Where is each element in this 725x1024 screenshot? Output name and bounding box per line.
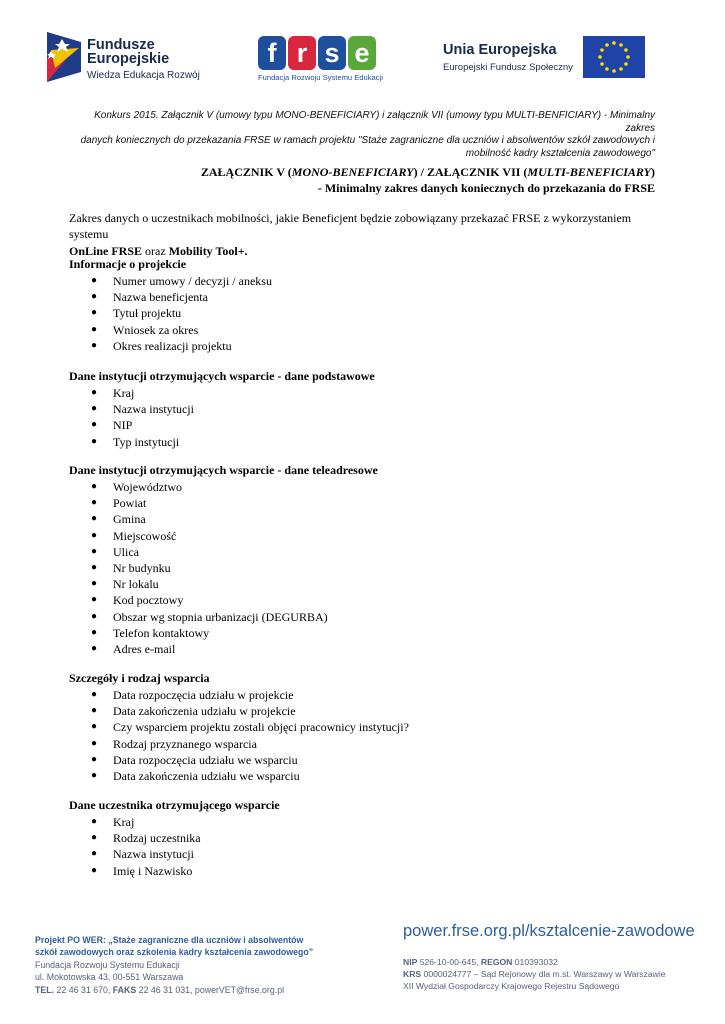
bullet-icon: ● xyxy=(91,816,98,827)
list-item-text: Tytuł projektu xyxy=(113,306,182,321)
frse-letter-r: r xyxy=(288,36,316,70)
list-item xyxy=(69,830,669,846)
bullet-icon: ● xyxy=(91,705,98,717)
footer-nip: 526-10-00-645, xyxy=(417,957,481,967)
section-dane-teleadresowe xyxy=(69,462,669,657)
list-item xyxy=(69,609,669,625)
title-line2: - Minimalny zakres danych koniecznych do przekazania do FRSE xyxy=(317,181,655,195)
list-item xyxy=(69,338,669,354)
list-item-text: Nazwa beneficjenta xyxy=(113,290,208,305)
bullet-icon: ● xyxy=(91,419,98,431)
bullet-icon: ● xyxy=(91,545,98,557)
frse-letters xyxy=(258,36,376,70)
contest-note-line1: Konkurs 2015. Załącznik V (umowy typu MONO-BENEFICIARY) i załącznik VII (umowy typu MULTI-BENFICIARY) - Minimalny zakres xyxy=(94,110,655,134)
title-mono: MONO-BENEFICIARY xyxy=(291,165,414,179)
footer-krs xyxy=(403,968,703,980)
footer-address: ul. Mokotowska 43, 00-551 Warszawa xyxy=(35,972,184,983)
bullet-icon: ● xyxy=(91,832,98,844)
contest-note xyxy=(70,110,655,160)
list-item-text: Nr budynku xyxy=(113,560,171,575)
bullet-icon: ● xyxy=(91,848,98,860)
frse-caption: Fundacja Rozwoju Systemu Edukacji xyxy=(258,73,383,82)
list-item-text: Gmina xyxy=(113,512,146,527)
footer-court: XII Wydział Gospodarczy Krajowego Rejestru Sądowego xyxy=(403,981,620,992)
list-item xyxy=(69,273,669,289)
list-item-text: Typ instytucji xyxy=(113,434,180,449)
footer-krs-text: 0000024777 – Sąd Rejonowy dla m.st. Warszawy w Warszawie xyxy=(421,969,666,980)
list-item xyxy=(69,846,669,862)
section-list xyxy=(69,687,669,784)
frse-letter-s: s xyxy=(318,36,346,70)
footer-tel: 22 46 31 670, xyxy=(54,984,113,995)
bullet-icon: ● xyxy=(91,642,98,654)
list-item-text: Wniosek za okres xyxy=(113,322,199,337)
list-item-text: Nr lokalu xyxy=(113,577,159,592)
footer-nip-label: NIP xyxy=(403,957,418,967)
title-part3: ) xyxy=(651,165,655,179)
frse-logo xyxy=(255,36,390,86)
bullet-icon: ● xyxy=(91,339,98,351)
list-item xyxy=(69,719,669,735)
list-item xyxy=(69,592,669,608)
list-item xyxy=(69,417,669,433)
intro-text2: oraz xyxy=(142,243,169,258)
list-item xyxy=(69,479,669,495)
list-item xyxy=(69,703,669,719)
list-item xyxy=(69,687,669,703)
fundusze-title-line2: Europejskie xyxy=(87,51,170,67)
section-informacje-o-projekcie xyxy=(69,256,669,354)
list-item xyxy=(69,863,669,879)
bullet-icon: ● xyxy=(91,513,98,525)
title-part2: ) / ZAŁĄCZNIK VII ( xyxy=(413,165,528,179)
list-item-text: Miejscowość xyxy=(113,528,177,543)
bullet-icon: ● xyxy=(91,561,98,573)
list-item xyxy=(69,814,669,830)
fundusze-title-line1: Fundusze xyxy=(87,37,155,53)
footer-regon: 010393032 xyxy=(512,957,558,967)
bullet-icon: ● xyxy=(91,435,98,447)
bullet-icon: ● xyxy=(91,753,98,765)
bullet-icon: ● xyxy=(91,721,98,733)
section-list xyxy=(69,479,669,657)
title-multi: MULTI-BENEFICIARY xyxy=(527,165,651,179)
list-item xyxy=(69,434,669,450)
list-item-text: Powiat xyxy=(113,496,147,511)
footer-project-info xyxy=(35,934,365,996)
section-szczegoly-wsparcia xyxy=(69,670,669,784)
list-item xyxy=(69,625,669,641)
list-item xyxy=(69,495,669,511)
section-dane-uczestnika xyxy=(69,797,669,879)
fundusze-tagline: Wiedza Edukacja Rozwój xyxy=(87,70,200,81)
footer-contact xyxy=(35,984,365,996)
fundusze-europejskie-logo xyxy=(45,28,215,88)
list-item-text: Data rozpoczęcia udziału we wsparciu xyxy=(113,752,298,767)
section-list xyxy=(69,814,669,879)
bullet-icon: ● xyxy=(91,275,98,286)
footer-org: Fundacja Rozwoju Systemu Edukacji xyxy=(35,959,180,970)
list-item-text: Województwo xyxy=(113,480,183,494)
bullet-icon: ● xyxy=(91,737,98,749)
list-item-text: Imię i Nazwisko xyxy=(113,863,193,878)
footer-regon-label: REGON xyxy=(480,957,513,967)
bullet-icon: ● xyxy=(91,864,98,876)
intro-paragraph xyxy=(69,210,669,259)
contest-note-line3: mobilność kadry kształcenia zawodowego" xyxy=(465,147,655,159)
list-item-text: Kod pocztowy xyxy=(113,593,184,608)
list-item xyxy=(69,511,669,527)
bullet-icon: ● xyxy=(91,578,98,590)
list-item xyxy=(69,641,669,657)
list-item-text: Nazwa instytucji xyxy=(113,847,194,862)
frse-letter-e: e xyxy=(348,36,376,70)
bullet-icon: ● xyxy=(91,529,98,541)
list-item-text: Numer umowy / decyzji / aneksu xyxy=(113,274,272,288)
bullet-icon: ● xyxy=(91,307,98,319)
bullet-icon: ● xyxy=(91,610,98,622)
list-item xyxy=(69,752,669,768)
list-item-text: Data zakończenia udziału we wsparciu xyxy=(113,768,300,783)
list-item-text: NIP xyxy=(113,418,133,433)
list-item xyxy=(69,544,669,560)
footer-project-line1: Projekt PO WER: „Staże zagraniczne dla uczniów i absolwentów xyxy=(35,935,304,945)
ue-title: Unia Europejska xyxy=(443,42,557,58)
section-list xyxy=(69,273,669,354)
list-item xyxy=(69,289,669,305)
section-heading: Informacje o projekcie xyxy=(69,257,187,271)
list-item-text: Adres e-mail xyxy=(113,641,176,656)
bullet-icon: ● xyxy=(91,323,98,335)
list-item xyxy=(69,576,669,592)
footer-nip-regon xyxy=(403,956,703,968)
bullet-icon: ● xyxy=(91,497,98,509)
intro-mobility-tool: Mobility Tool+. xyxy=(168,243,248,258)
bullet-icon: ● xyxy=(91,769,98,781)
bullet-icon: ● xyxy=(91,403,98,415)
unia-europejska-logo xyxy=(443,36,649,82)
bullet-icon: ● xyxy=(91,387,98,398)
ue-subtitle: Europejski Fundusz Społeczny xyxy=(443,62,573,73)
list-item-text: Obszar wg stopnia urbanizacji (DEGURBA) xyxy=(113,609,328,624)
bullet-icon: ● xyxy=(91,594,98,606)
list-item-text: Ulica xyxy=(113,544,139,559)
list-item xyxy=(69,768,669,784)
footer-fax-label: FAKS xyxy=(112,984,137,995)
list-item xyxy=(69,305,669,321)
section-heading: Dane instytucji otrzymujących wsparcie - dane podstawowe xyxy=(69,369,375,383)
section-heading: Dane uczestnika otrzymującego wsparcie xyxy=(69,798,280,812)
list-item-text: Data zakończenia udziału w projekcie xyxy=(113,704,296,719)
bullet-icon: ● xyxy=(91,291,98,303)
list-item-text: Rodzaj przyznanego wsparcia xyxy=(113,736,257,751)
title-part1: ZAŁĄCZNIK V ( xyxy=(200,165,292,179)
footer-krs-label: KRS xyxy=(403,969,422,980)
list-item-text: Nazwa instytucji xyxy=(113,402,194,417)
document-title xyxy=(70,164,655,196)
frse-letter-f: f xyxy=(258,36,286,70)
list-item xyxy=(69,401,669,417)
list-item xyxy=(69,322,669,338)
fundusze-europejskie-emblem-icon xyxy=(45,28,83,84)
footer-fax: 22 46 31 031, powerVET@frse.org.pl xyxy=(136,984,285,995)
footer-tel-label: TEL. xyxy=(35,984,55,995)
title-line1 xyxy=(70,164,655,180)
list-item-text: Data rozpoczęcia udziału w projekcie xyxy=(113,688,294,702)
list-item-text: Kraj xyxy=(113,386,135,400)
list-item-text: Czy wsparciem projektu zostali objęci pracownicy instytucji? xyxy=(113,720,409,735)
list-item xyxy=(69,528,669,544)
bullet-icon: ● xyxy=(91,481,98,492)
footer-registry-info xyxy=(403,920,703,993)
eu-flag-icon xyxy=(583,36,645,78)
list-item-text: Okres realizacji projektu xyxy=(113,338,232,353)
list-item-text: Kraj xyxy=(113,815,135,829)
intro-online-frse: OnLine FRSE xyxy=(69,243,143,258)
contest-note-line2: danych koniecznych do przekazania FRSE w ramach projektu "Staże zagraniczne dla uczniów i absolwentów szkół zawodowych i xyxy=(80,135,655,146)
section-dane-podstawowe xyxy=(69,368,669,450)
intro-text1: Zakres danych o uczestnikach mobilności, jakie Beneficjent będzie zobowiązany przekazać FRSE z wykorzystaniem systemu xyxy=(69,211,632,242)
bullet-icon: ● xyxy=(91,626,98,638)
bullet-icon: ● xyxy=(91,689,98,700)
footer-website-link[interactable]: power.frse.org.pl/ksztalcenie-zawodowe xyxy=(403,922,695,940)
section-heading: Szczegóły i rodzaj wsparcia xyxy=(69,671,210,685)
list-item xyxy=(69,560,669,576)
list-item-text: Telefon kontaktowy xyxy=(113,625,210,640)
list-item-text: Rodzaj uczestnika xyxy=(113,831,201,846)
list-item xyxy=(69,736,669,752)
list-item xyxy=(69,385,669,401)
footer-project-line2: szkół zawodowych oraz szkolenia kadry kształcenia zawodowego” xyxy=(35,947,314,958)
section-list xyxy=(69,385,669,450)
section-heading: Dane instytucji otrzymujących wsparcie - dane teleadresowe xyxy=(69,463,378,477)
